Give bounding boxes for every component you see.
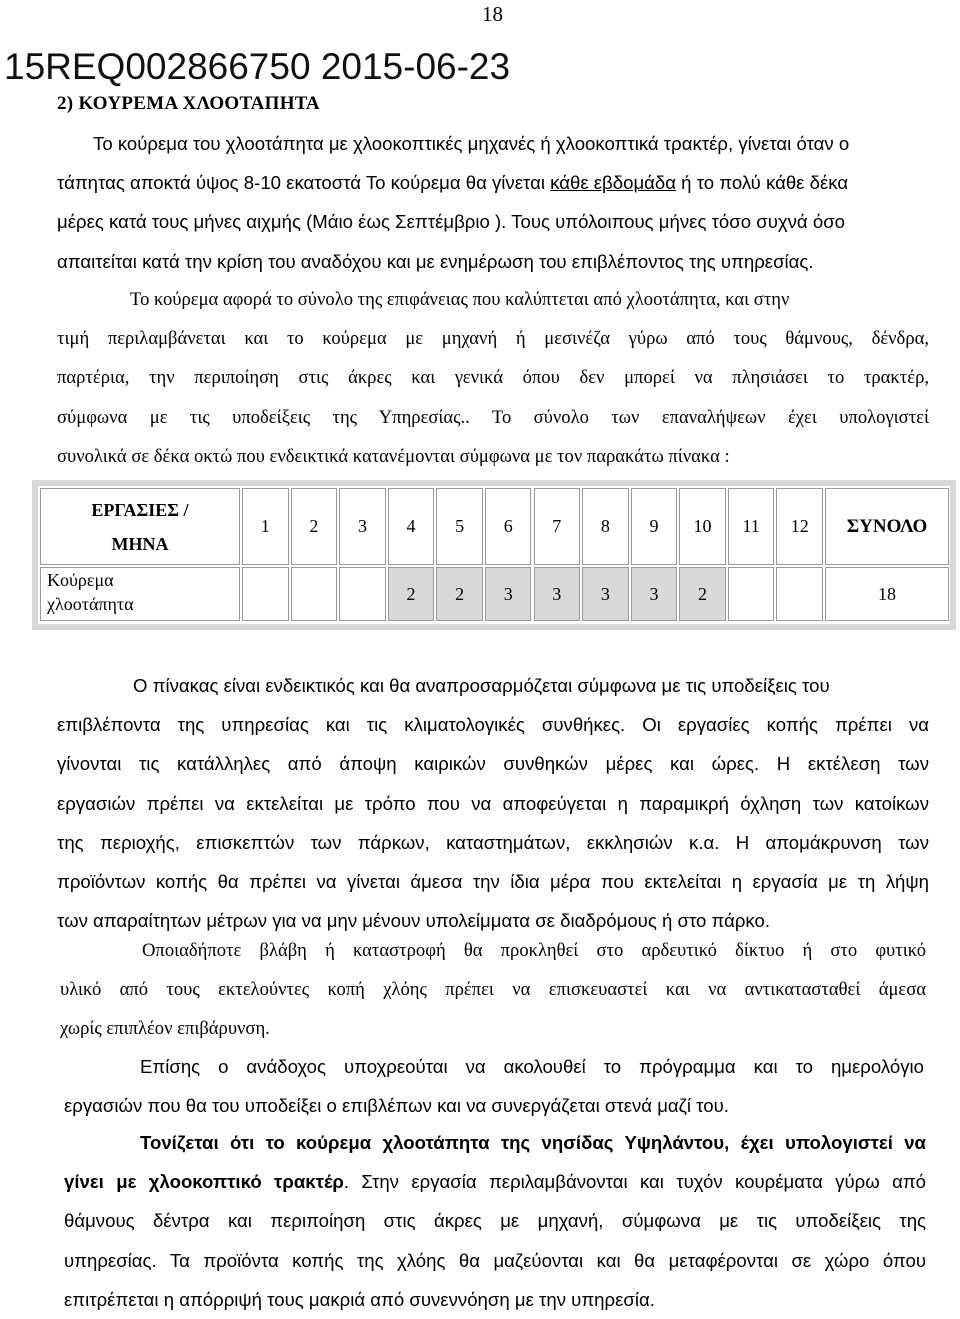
paragraph-scope	[57, 280, 929, 476]
text-line: μέρες κατά τους μήνες αιχμής (Μάιο έως Σεπτέμβριο ). Τους υπόλοιπους μήνες τόσο συχνά όσο	[57, 211, 846, 233]
row-label-text: χλοοτάπητα	[47, 594, 134, 614]
text-line: Επίσης ο ανάδοχος υποχρεούται να ακολουθεί το πρόγραμμα και το ημερολόγιο	[140, 1056, 924, 1077]
page-number: 18	[482, 2, 503, 26]
paragraph-mowing-frequency	[57, 124, 929, 281]
text-line: εργασιών που θα του υποδείξει ο επιβλέπων και να συνεργάζεται στενά μαζί του.	[64, 1095, 729, 1117]
month-header-8: 8	[582, 488, 629, 565]
row-label-mowing	[40, 567, 240, 621]
text-line: Το κούρεμα του χλοοτάπητα με χλοοκοπτικές μηχανές ή χλοοκοπτικά τρακτέρ, γίνεται όταν ο	[93, 133, 850, 154]
month-header-4: 4	[388, 488, 435, 565]
month-header-5: 5	[436, 488, 483, 565]
month-value-8: 3	[582, 567, 629, 621]
month-value-6: 3	[485, 567, 532, 621]
paragraph-schedule	[64, 1047, 924, 1125]
paragraph-ypsilantou	[64, 1123, 926, 1319]
text-line: γίνονται τις κατάλληλες από άποψη καιρικών συνθηκών μέρες και ώρες. Η εκτέλεση των	[57, 753, 929, 775]
underlined-text: κάθε εβδομάδα	[550, 172, 677, 194]
month-header-9: 9	[631, 488, 678, 565]
text-line: τιμή περιλαμβάνεται και το κούρεμα με μηχανή ή μεσινέζα γύρω από τους θάμνους, δένδρα,	[57, 328, 929, 350]
month-value-7: 3	[534, 567, 581, 621]
text-line: χωρίς επιπλέον επιβάρυνση.	[60, 1018, 270, 1040]
text-line	[57, 163, 929, 202]
month-header-7: 7	[534, 488, 581, 565]
text-line: Τονίζεται ότι το κούρεμα χλοοτάπητα της νησίδας Υψηλάντου, έχει υπολογιστεί να	[140, 1132, 926, 1153]
paragraph-damage	[60, 931, 926, 1049]
month-header-2: 2	[291, 488, 338, 565]
month-value-1	[242, 567, 289, 621]
text-line: προϊόντων κοπής θα πρέπει να γίνεται άμεσα την ίδια μέρα που εκτελείται η εργασία με τη λήψη	[57, 871, 929, 893]
section-title: 2) ΚΟΥΡΕΜΑ ΧΛΟΟΤΑΠΗΤΑ	[57, 93, 320, 114]
text-segment: ή το πολύ κάθε δέκα	[676, 172, 849, 194]
month-value-11	[728, 567, 775, 621]
text-line: επιβλέποντα της υπηρεσίας και τις κλιματολογικές συνθήκες. Οι εργασίες κοπής πρέπει να	[57, 714, 929, 736]
month-value-2	[291, 567, 338, 621]
table-body	[38, 486, 950, 624]
row-label-text: Κούρεμα	[47, 570, 114, 590]
text-line: Το κούρεμα αφορά το σύνολο της επιφάνειας που καλύπτεται από χλοοτάπητα, και στην	[130, 289, 790, 310]
text-segment: τάπητας αποκτά ύψος 8-10 εκατοστά Το κούρεμα θα γίνεται	[57, 172, 551, 194]
text-line: συνολικά σε δέκα οκτώ που ενδεικτικά κατανέμονται σύμφωνα με τον παρακάτω πίνακα :	[57, 445, 730, 467]
text-line: υπηρεσίας. Τα προϊόντα κοπής της χλόης θα μαζεύονται και θα μεταφέρονται σε χώρο όπου	[64, 1249, 926, 1271]
text-line: θάμνους δέντρα και περιποίηση στις άκρες με μηχανή, σύμφωνα με τις υποδείξεις της	[64, 1210, 926, 1232]
text-line: εργασιών πρέπει να εκτελείται με τρόπο που να αποφεύγεται η παραμικρή όχληση των κατοίκων	[57, 792, 929, 814]
month-header-1: 1	[242, 488, 289, 565]
bold-text: γίνει με χλοοκοπτικό τρακτέρ	[64, 1171, 344, 1193]
text-line: απαιτείται κατά την κρίση του αναδόχου και με ενημέρωση του επιβλέποντος της υπηρεσίας.	[57, 250, 814, 272]
text-line: υλικό από τους εκτελούντες κοπή χλόης πρέπει να επισκευαστεί και να αντικατασταθεί άμεσα	[60, 979, 926, 1001]
text-line: επιτρέπεται η απόρριψή τους μακριά από συνεννόηση με την υπηρεσία.	[64, 1288, 655, 1310]
month-value-12	[776, 567, 823, 621]
text-segment: . Στην εργασία περιλαμβάνονται και τυχόν κουρέματα γύρω από	[343, 1171, 927, 1193]
text-line: των απαραίτητων μέτρων για να μην μένουν υπολείμματα σε διαδρόμους ή στο πάρκο.	[57, 910, 771, 932]
month-value-3	[339, 567, 386, 621]
text-line: Οποιαδήποτε βλάβη ή καταστροφή θα προκληθεί στο αρδευτικό δίκτυο ή στο φυτικό	[142, 940, 926, 961]
month-value-10: 2	[679, 567, 726, 621]
month-header-3: 3	[339, 488, 386, 565]
month-header-12: 12	[776, 488, 823, 565]
document-id: 15REQ002866750 2015-06-23	[4, 46, 511, 87]
total-cell: 18	[825, 567, 949, 621]
text-line: Ο πίνακας είναι ενδεικτικός και θα αναπροσαρμόζεται σύμφωνα με τις υποδείξεις του	[133, 675, 830, 696]
month-header-10: 10	[679, 488, 726, 565]
month-value-5: 2	[436, 567, 483, 621]
text-line: της περιοχής, επισκεπτών των πάρκων, καταστημάτων, εκκλησιών κ.α. Η απομάκρυνση των	[57, 831, 929, 853]
month-value-9: 3	[631, 567, 678, 621]
text-line	[64, 1162, 926, 1201]
text-line: παρτέρια, την περιποίηση στις άκρες και γενικά όπου δεν μπορεί να πλησιάσει το τρακτέρ,	[57, 367, 929, 389]
text-line: σύμφωνα με τις υποδείξεις της Υπηρεσίας.. Το σύνολο των επαναλήψεων έχει υπολογιστεί	[57, 406, 929, 428]
paragraph-conditions	[57, 666, 929, 940]
header-text: ΜΗΝΑ	[111, 533, 169, 554]
month-value-4: 2	[388, 567, 435, 621]
month-header-6: 6	[485, 488, 532, 565]
table-header-tasks-month	[40, 488, 240, 565]
header-text: ΕΡΓΑΣΙΕΣ /	[91, 499, 189, 520]
month-header-11: 11	[728, 488, 775, 565]
table-header-total: ΣΥΝΟΛΟ	[825, 488, 949, 565]
monthly-schedule-table	[32, 480, 956, 630]
